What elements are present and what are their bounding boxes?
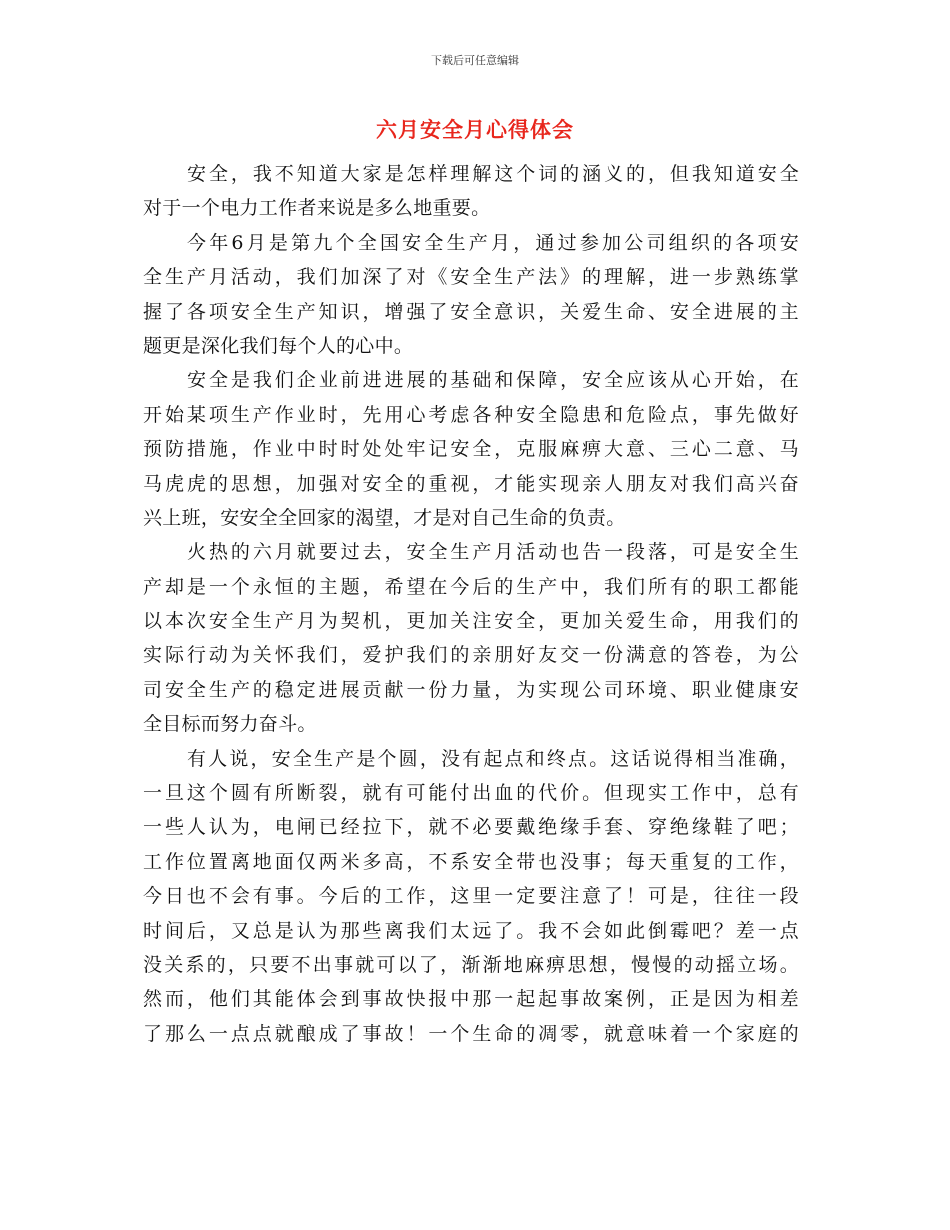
paragraph-5-line-2: 一旦这个圆有所断裂，就有可能付出血的代价。但现实工作中，总有: [143, 782, 799, 805]
paragraph-5-line-4: 工作位置离地面仅两米多高，不系安全带也没事；每天重复的工作，: [143, 850, 799, 873]
paragraph-5-line-6: 时间后，又总是认为那些离我们太远了。我不会如此倒霉吧？差一点: [143, 919, 799, 942]
paragraph-5-line-5: 今日也不会有事。今后的工作，这里一定要注意了！可是，往往一段: [143, 885, 799, 908]
paragraph-3-line-1: 安全是我们企业前进进展的基础和保障，安全应该从心开始，在: [187, 369, 799, 392]
paragraph-3-line-3: 预防措施，作业中时时处处牢记安全，克服麻痹大意、三心二意、马: [143, 438, 799, 461]
paragraph-5-line-7: 没关系的，只要不出事就可以了，渐渐地麻痹思想，慢慢的动摇立场。: [143, 953, 799, 976]
paragraph-3-line-2: 开始某项生产作业时，先用心考虑各种安全隐患和危险点，事先做好: [143, 403, 799, 426]
paragraph-2-line-2: 全生产月活动，我们加深了对《安全生产法》的理解，进一步熟练掌: [143, 266, 799, 289]
paragraph-5-line-1: 有人说，安全生产是个圆，没有起点和终点。这话说得相当准确，: [187, 747, 799, 770]
paragraph-4-line-5: 司安全生产的稳定进展贡献一份力量，为实现公司环境、职业健康安: [143, 678, 799, 701]
page-header-note: 下载后可任意编辑: [431, 54, 519, 67]
paragraph-2-line-4: 题更是深化我们每个人的心中。: [143, 334, 414, 357]
document-title: 六月安全月心得体会: [376, 118, 574, 142]
document-body: [143, 157, 799, 1051]
paragraph-5-line-9: 了那么一点点就酿成了事故！一个生命的凋零，就意味着一个家庭的: [143, 1022, 799, 1045]
paragraph-5-line-8: 然而，他们其能体会到事故快报中那一起起事故案例，正是因为相差: [143, 988, 799, 1011]
paragraph-4-line-4: 实际行动为关怀我们，爱护我们的亲朋好友交一份满意的答卷，为公: [143, 644, 799, 667]
paragraph-1-line-2: 对于一个电力工作者来说是多么地重要。: [143, 197, 491, 220]
paragraph-3-line-4: 马虎虎的思想，加强对安全的重视，才能实现亲人朋友对我们高兴奋: [143, 472, 799, 495]
paragraph-2-line-1: 今年6月是第九个全国安全生产月，通过参加公司组织的各项安: [187, 231, 799, 254]
paragraph-3-line-5: 兴上班，安安全全回家的渴望，才是对自己生命的负责。: [143, 506, 626, 529]
paragraph-4-line-2: 产却是一个永恒的主题，希望在今后的生产中，我们所有的职工都能: [143, 575, 799, 598]
paragraph-1-line-1: 安全，我不知道大家是怎样理解这个词的涵义的，但我知道安全: [187, 163, 799, 185]
paragraph-5-line-3: 一些人认为，电闸已经拉下，就不必要戴绝缘手套、穿绝缘鞋了吧；: [143, 816, 799, 839]
paragraph-4-line-3: 以本次安全生产月为契机，更加关注安全，更加关爱生命，用我们的: [143, 610, 799, 633]
paragraph-4-line-1: 火热的六月就要过去，安全生产月活动也告一段落，可是安全生: [187, 541, 799, 564]
paragraph-4-line-6: 全目标而努力奋斗。: [143, 713, 317, 736]
paragraph-2-line-3: 握了各项安全生产知识，增强了安全意识，关爱生命、安全进展的主: [143, 300, 799, 323]
